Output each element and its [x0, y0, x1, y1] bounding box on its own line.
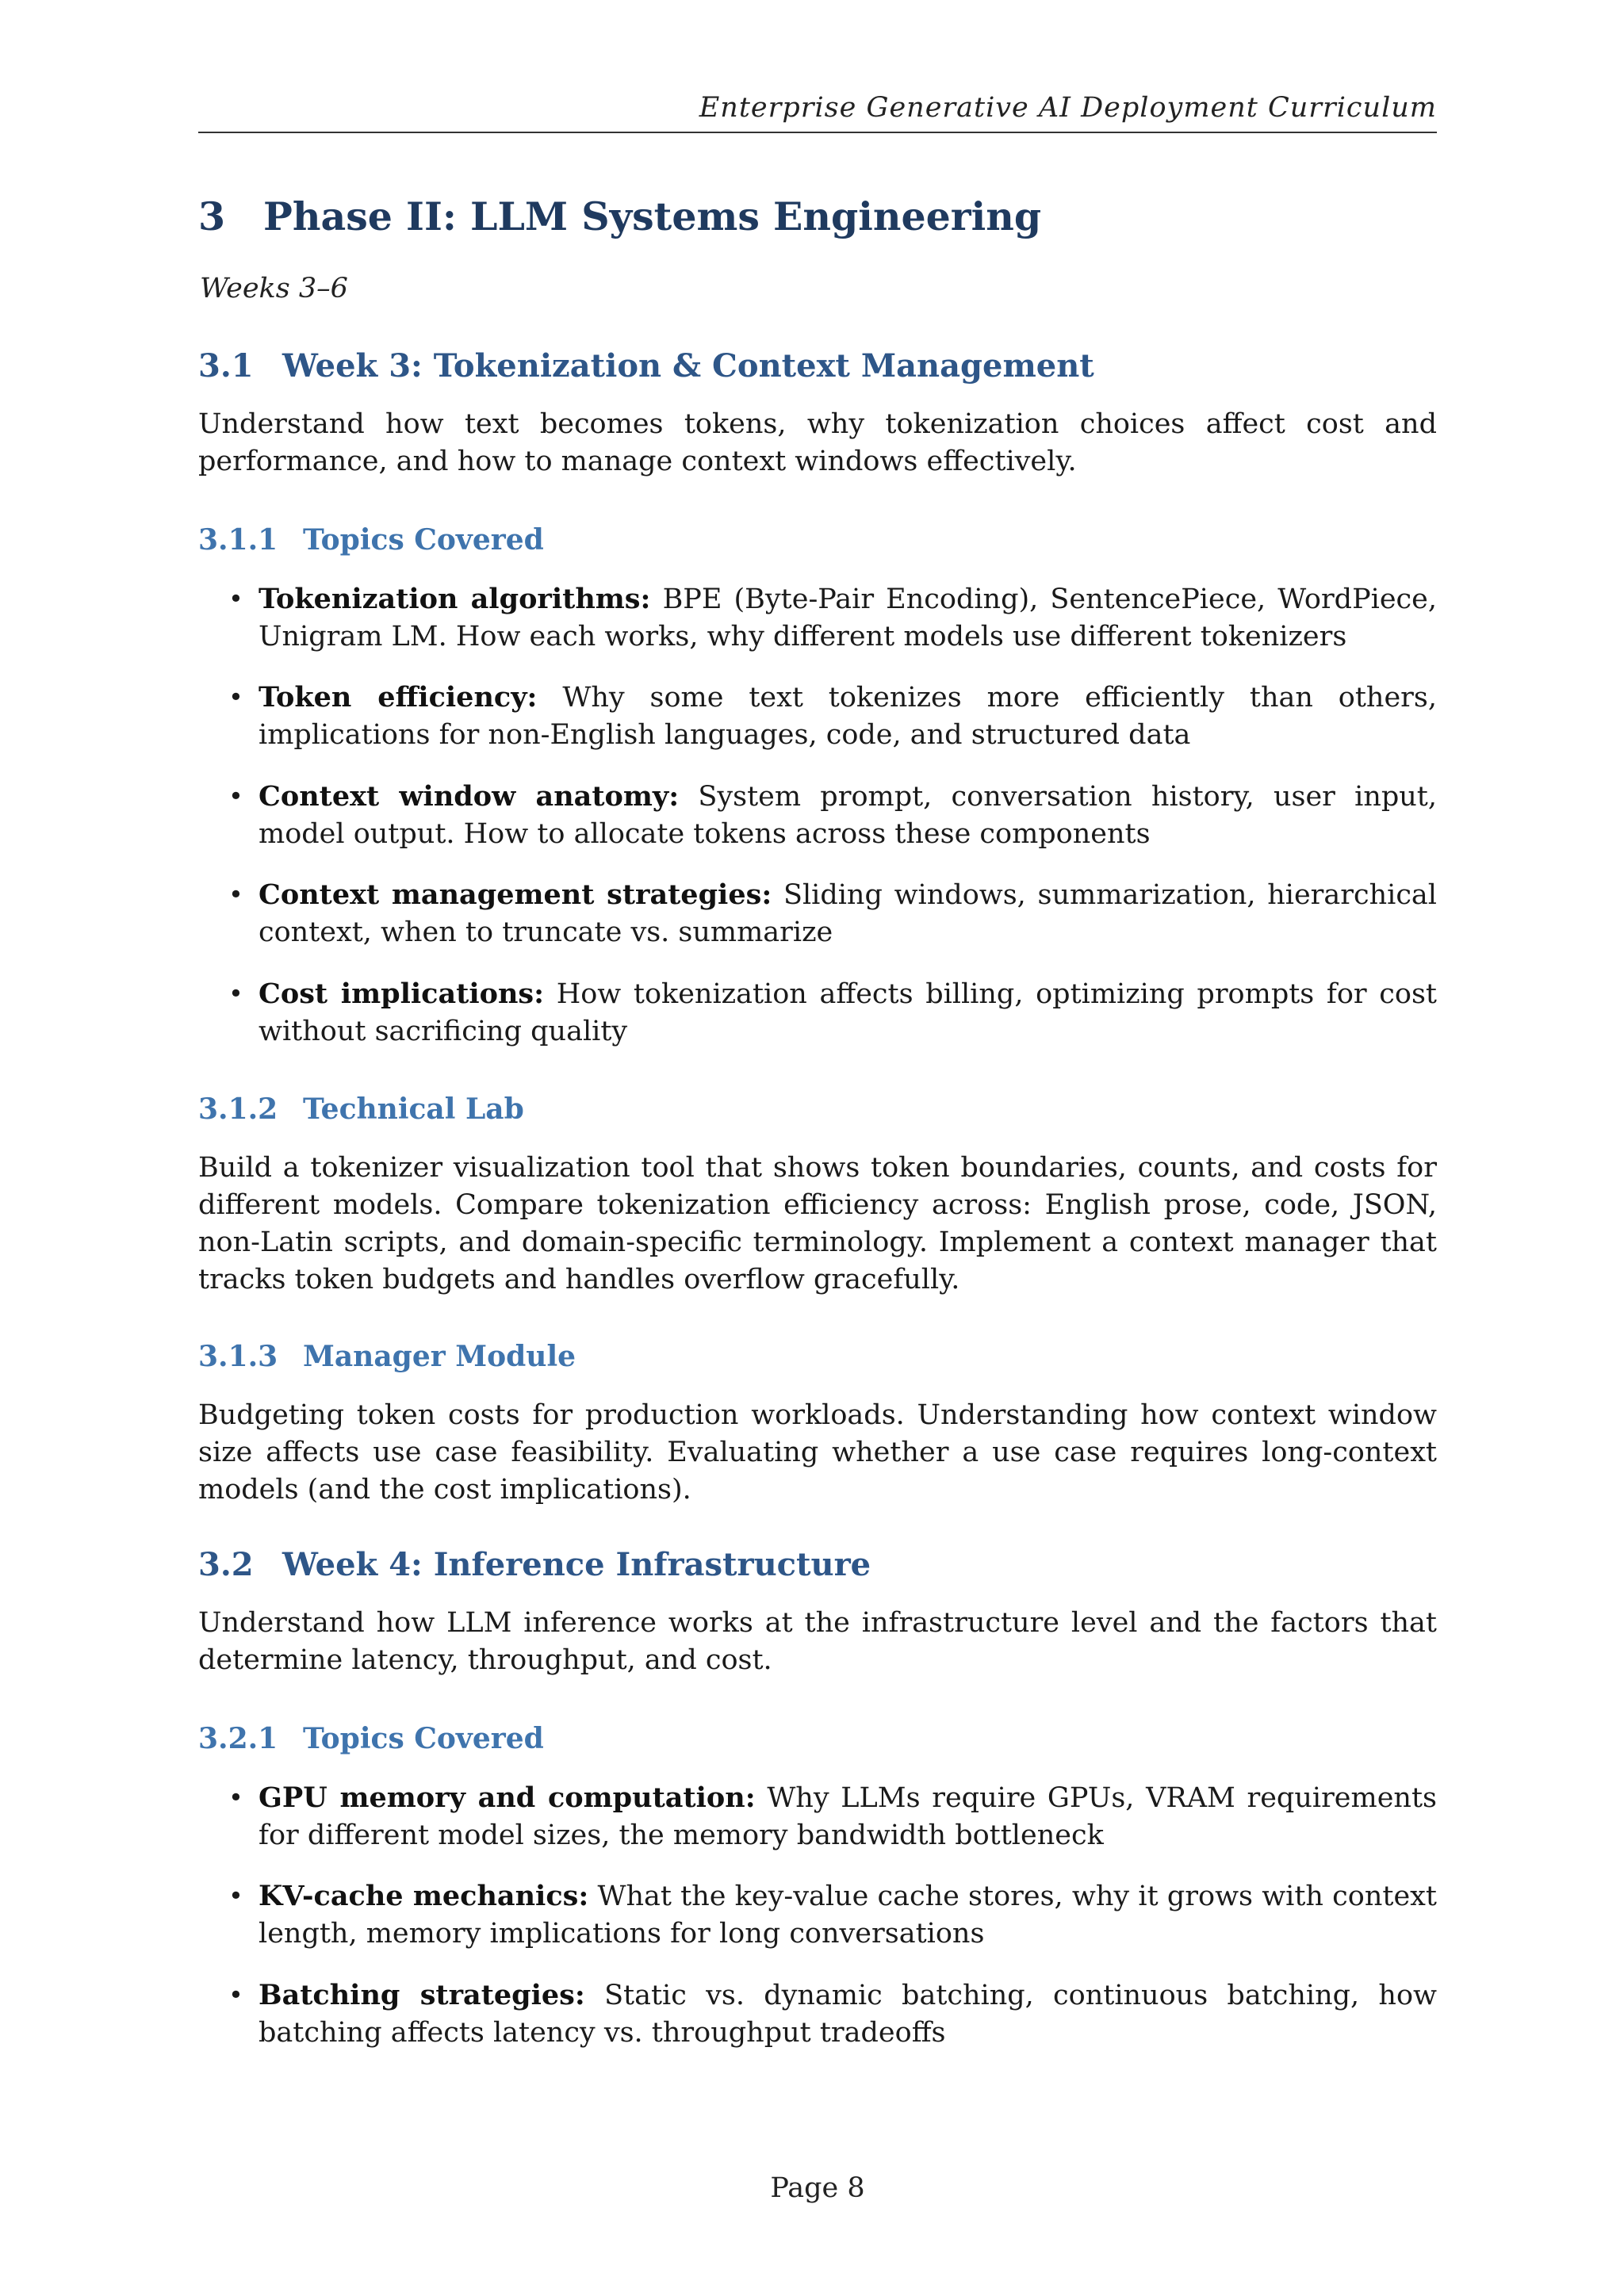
list-item: [228, 580, 1437, 656]
list-item: [228, 778, 1437, 853]
subsection-title: Week 3: Tokenization & Context Management: [282, 347, 1094, 385]
list-item-text: Sliding windows, summarization, hierarchical context, when to truncate vs. summarize: [259, 879, 1437, 948]
lab-description: Build a tokenizer visualization tool that shows token boundaries, counts, and costs for different models. Compare tokenization efficiency across: English prose, code, JSON, non-Latin scripts, and domain-specific terminology. Implement a context manager that tracks token budgets and handles overflow gracefully.: [198, 1152, 1437, 1295]
subsection-number: 3.1: [198, 347, 254, 385]
bullet-icon: •: [228, 1782, 243, 1812]
subsubsection-title: Topics Covered: [303, 523, 544, 557]
running-header: Enterprise Generative AI Deployment Curriculum: [699, 92, 1437, 124]
list-item-term: GPU memory and computation:: [259, 1781, 756, 1814]
page-number: Page 8: [770, 2172, 865, 2204]
subsubsection-heading-3-1-2: [198, 1093, 524, 1126]
manager-module-description: Budgeting token costs for production workloads. Understanding how context window size affects use case feasibility. Evaluating whether a use case requires long-context models (and the cost implications).: [198, 1399, 1437, 1506]
bullet-icon: •: [228, 879, 243, 909]
list-item-term: Batching strategies:: [259, 1979, 585, 2011]
subsection-intro: Understand how LLM inference works at the infrastructure level and the factors that determine latency, throughput, and cost.: [198, 1607, 1437, 1676]
list-item-text: What the key-value cache stores, why it grows with context length, memory implications for long conversations: [259, 1881, 1437, 1950]
list-item-text: BPE (Byte-Pair Encoding), SentencePiece, WordPiece, Unigram LM. How each works, why different models use different tokenizers: [259, 584, 1437, 652]
list-item-term: Tokenization algorithms:: [259, 583, 651, 615]
section-number: 3: [198, 193, 226, 239]
subsubsection-number: 3.2.1: [198, 1722, 278, 1755]
subsubsection-number: 3.1.3: [198, 1340, 278, 1373]
subsubsection-heading-3-2-1: [198, 1722, 544, 1755]
list-item: [228, 1976, 1437, 2052]
list-item-term: Context management strategies:: [259, 878, 772, 911]
list-item-term: Cost implications:: [259, 978, 545, 1010]
subsection-heading-3-1: [198, 347, 1094, 385]
list-item-text: System prompt, conversation history, user input, model output. How to allocate tokens across these components: [259, 781, 1437, 850]
header-rule: [198, 132, 1437, 133]
subsubsection-heading-3-1-3: [198, 1340, 576, 1373]
list-item-text: How tokenization affects billing, optimizing prompts for cost without sacrificing quality: [259, 978, 1437, 1047]
list-item-term: Context window anatomy:: [259, 780, 680, 813]
bullet-icon: •: [228, 978, 243, 1008]
list-item: [228, 1877, 1437, 1953]
section-weeks: Weeks 3–6: [200, 273, 348, 304]
list-item: [228, 1779, 1437, 1854]
subsection-intro: Understand how text becomes tokens, why tokenization choices affect cost and performance, and how to manage context windows effectively.: [198, 408, 1437, 477]
bullet-icon: •: [228, 1980, 243, 2010]
list-item-text: Why LLMs require GPUs, VRAM requirements for different model sizes, the memory bandwidth bottleneck: [259, 1782, 1437, 1851]
bullet-icon: •: [228, 1881, 243, 1911]
list-item: [228, 876, 1437, 951]
subsubsection-title: Manager Module: [303, 1340, 576, 1373]
subsubsection-heading-3-1-1: [198, 523, 544, 557]
list-item-term: KV-cache mechanics:: [259, 1880, 589, 1912]
bullet-icon: •: [228, 584, 243, 614]
list-item: [228, 679, 1437, 754]
subsection-title: Week 4: Inference Infrastructure: [282, 1546, 871, 1583]
list-item-text: Why some text tokenizes more efficiently than others, implications for non-English languages, code, and structured data: [259, 682, 1437, 751]
subsubsection-title: Technical Lab: [303, 1093, 524, 1126]
subsection-number: 3.2: [198, 1546, 254, 1583]
subsection-heading-3-2: [198, 1546, 871, 1583]
list-item-text: Static vs. dynamic batching, continuous batching, how batching affects latency vs. throughput tradeoffs: [259, 1980, 1437, 2049]
list-item: [228, 975, 1437, 1050]
subsubsection-number: 3.1.2: [198, 1093, 278, 1126]
bullet-icon: •: [228, 781, 243, 811]
list-item-term: Token efficiency:: [259, 681, 538, 714]
subsubsection-number: 3.1.1: [198, 523, 278, 557]
section-title: Phase II: LLM Systems Engineering: [263, 193, 1042, 239]
subsubsection-title: Topics Covered: [303, 1722, 544, 1755]
section-heading: [198, 193, 1041, 239]
bullet-icon: •: [228, 682, 243, 712]
